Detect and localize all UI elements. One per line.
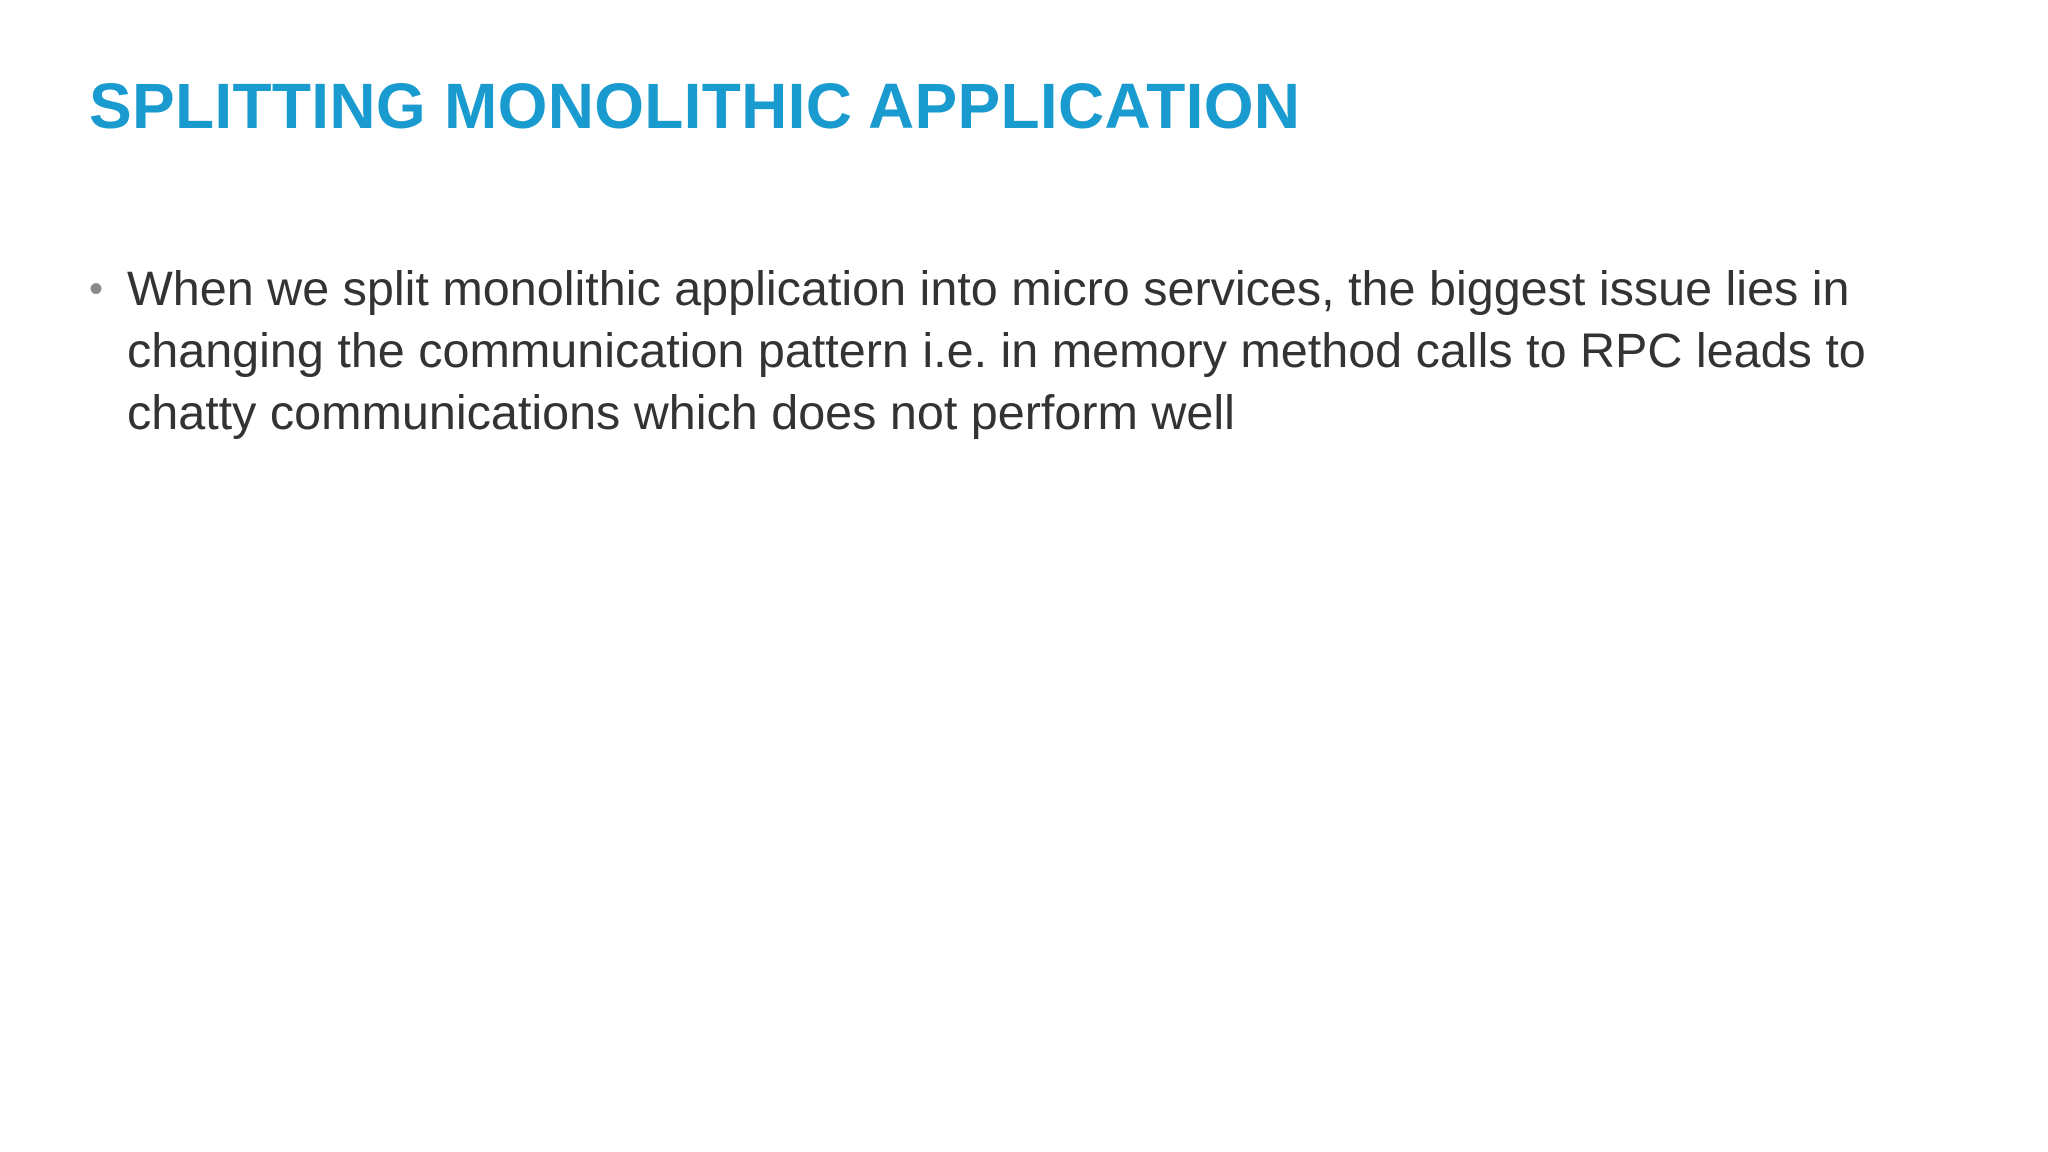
bullet-dot-icon: • bbox=[89, 267, 104, 311]
slide-title: SPLITTING MONOLITHIC APPLICATION bbox=[89, 70, 1301, 142]
bullet-list bbox=[89, 258, 1989, 444]
bullet-text: When we split monolithic application into micro services, the biggest issue lies in changing the communication pattern i.e. in memory method calls to RPC leads to chatty communications which does not perform well bbox=[127, 262, 1866, 440]
bullet-item bbox=[89, 258, 1989, 444]
